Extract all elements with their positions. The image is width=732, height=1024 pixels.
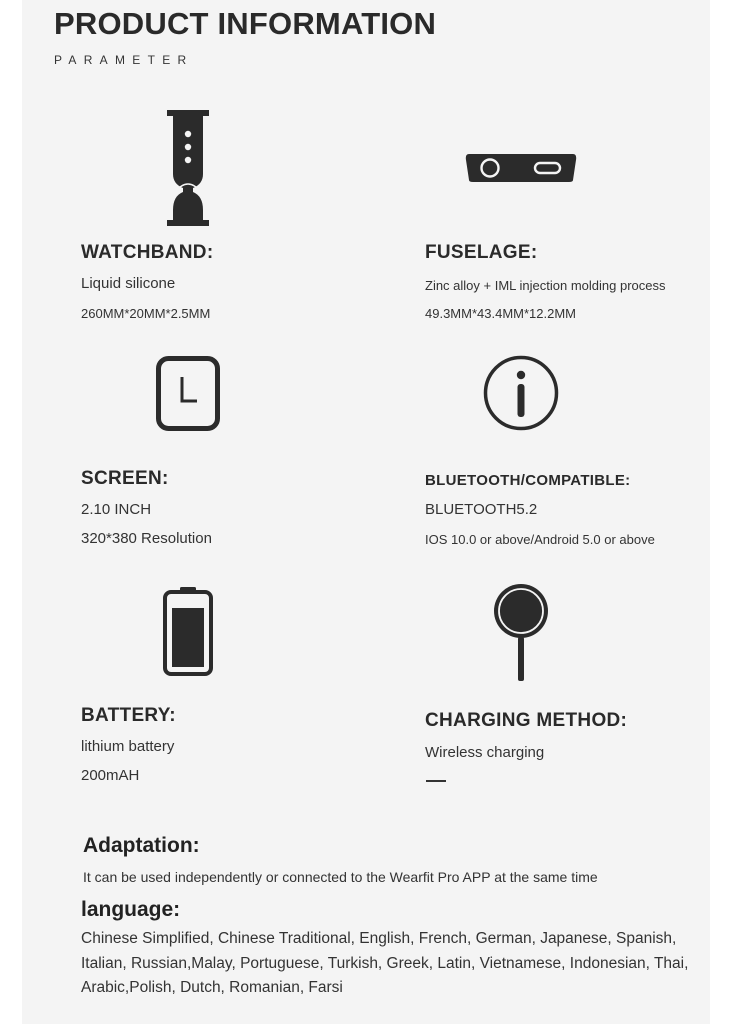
- battery-icon: [162, 586, 214, 676]
- page-title: PRODUCT INFORMATION: [54, 6, 437, 41]
- wireless-charger-icon: [492, 582, 550, 682]
- charging-title: CHARGING METHOD:: [425, 710, 628, 731]
- watchband-material: Liquid silicone: [81, 275, 176, 292]
- fuselage-title: FUSELAGE:: [425, 242, 538, 263]
- bluetooth-title: BLUETOOTH/COMPATIBLE:: [425, 472, 631, 489]
- watchband-title: WATCHBAND:: [81, 242, 214, 263]
- watch-fuselage-icon: [465, 152, 577, 184]
- adaptation-title: Adaptation:: [83, 834, 200, 857]
- battery-type: lithium battery: [81, 738, 175, 755]
- watch-screen-icon: [155, 355, 221, 432]
- charging-method: Wireless charging: [425, 744, 545, 761]
- watchband-icon: [166, 110, 210, 226]
- bluetooth-version: BLUETOOTH5.2: [425, 501, 538, 518]
- bluetooth-compatibility: IOS 10.0 or above/Android 5.0 or above: [425, 532, 655, 547]
- screen-size: 2.10 INCH: [81, 501, 152, 518]
- charging-divider: [426, 780, 446, 782]
- battery-title: BATTERY:: [81, 705, 176, 726]
- language-list: Chinese Simplified, Chinese Traditional, English, French, German, Japanese, Spanish, Italian, Russian,Malay, Portuguese, Turkish, Greek, Latin, Vietnamese, Indonesian, Thai, Arabic,Polish, Dutch, Romanian, Farsi: [81, 930, 689, 996]
- fuselage-dimensions: 49.3MM*43.4MM*12.2MM: [425, 306, 576, 321]
- language-title: language:: [81, 898, 181, 921]
- screen-title: SCREEN:: [81, 468, 169, 489]
- fuselage-material: Zinc alloy + IML injection molding process: [425, 278, 666, 293]
- battery-capacity: 200mAH: [81, 767, 140, 784]
- watchband-dimensions: 260MM*20MM*2.5MM: [81, 306, 211, 321]
- screen-resolution: 320*380 Resolution: [81, 530, 212, 547]
- info-icon: [482, 354, 560, 432]
- page-subtitle: PARAMETER: [54, 53, 194, 67]
- adaptation-text: It can be used independently or connected to the Wearfit Pro APP at the same time: [83, 869, 598, 885]
